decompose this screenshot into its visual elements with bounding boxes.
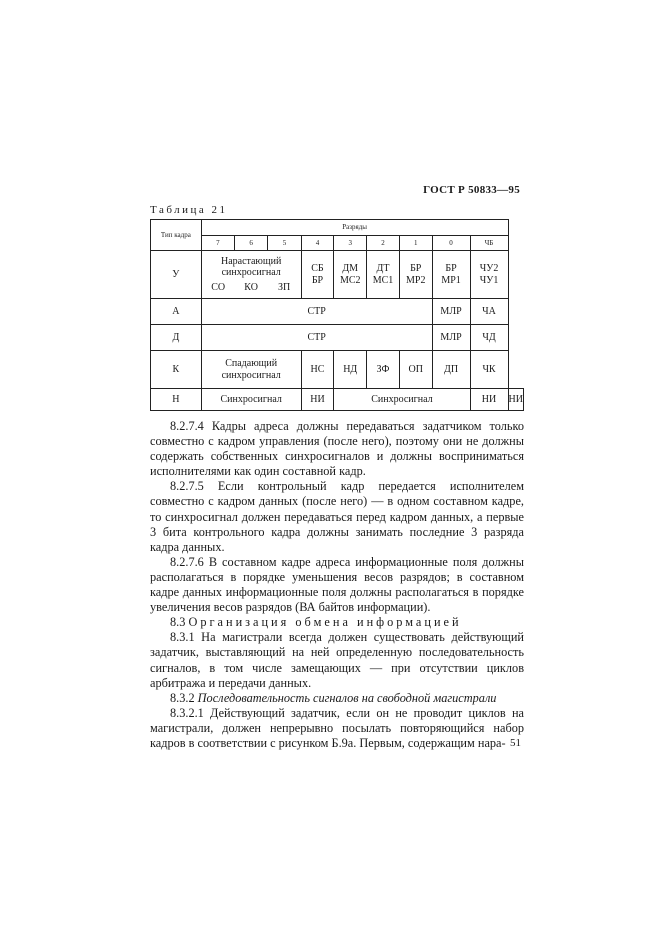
paragraph: 8.3.1 На магистрали всегда должен существовать действующий задатчик, выставляющий на ней определенную последовательность сигналов, в том числе замещающих — при отсутствии циклов арбитража и передачи данных. xyxy=(150,630,524,690)
paragraph: 8.3.2.1 Действующий задатчик, если он не проводит циклов на магистрали, должен непрерывно посылать повторяющийся набор кадров в соответствии с рисунком Б.9а. Первым, содержащим нара- xyxy=(150,705,524,750)
bit-value: ЗФ xyxy=(367,351,400,389)
bit-header: 1 xyxy=(399,236,432,251)
page-number: 51 xyxy=(510,737,521,749)
subsection-title: Последовательность сигналов на свободной магистрали xyxy=(197,690,497,705)
bit-header: 2 xyxy=(367,236,400,251)
paragraph: 8.2.7.6 В составном кадре адреса информационные поля должны располагаться в порядке уменьшения весов разрядов; в составном кадре данных информационные поля должны располагаться в порядке увеличения весов разрядов (ВА байтов информации). xyxy=(150,554,524,615)
bit-value: ДМ МС2 xyxy=(334,251,367,299)
table-row xyxy=(151,389,524,411)
bit-value: НИ xyxy=(470,389,508,411)
bit-header: 4 xyxy=(301,236,334,251)
table-row xyxy=(151,325,524,351)
bit-header: 0 xyxy=(432,236,470,251)
standard-header: ГОСТ Р 50833—95 xyxy=(423,184,520,196)
table-row xyxy=(151,351,524,389)
frame-type-cell: У xyxy=(151,251,202,299)
header-frame-type: Тип кадра xyxy=(151,220,202,251)
section-number: 8.3 xyxy=(170,615,186,630)
paragraph: 8.2.7.5 Если контрольный кадр передается исполнителем совместно с кадром данных (после него) — в одном составном кадре, то синхросигнал должен передаваться перед кадром данных, а первые 3 бита контрольного кадра должны занимать последние 3 разряда кадра данных. xyxy=(150,479,524,554)
frame-type-cell: А xyxy=(151,299,202,325)
bit-value: ОП xyxy=(399,351,432,389)
bit-value: СБ БР xyxy=(301,251,334,299)
bit-value: СО xyxy=(211,281,226,293)
bit-header: ЧБ xyxy=(470,236,508,251)
rising-sync-label: Нарастающий синхросигнал xyxy=(220,255,282,279)
subsection-heading xyxy=(150,691,524,706)
frame-type-cell: К xyxy=(151,351,202,389)
span-value: СТР xyxy=(201,299,432,325)
frame-type-cell: Н xyxy=(151,389,202,411)
header-bits: Разряды xyxy=(201,220,508,236)
frame-type-cell: Д xyxy=(151,325,202,351)
span-value: СТР xyxy=(201,325,432,351)
parity-value: ЧУ2 ЧУ1 xyxy=(470,251,508,299)
subsection-number: 8.3.2 xyxy=(170,690,195,705)
bit-value: БР МР1 xyxy=(432,251,470,299)
body-text xyxy=(150,419,524,751)
bit-value: НС xyxy=(301,351,334,389)
bit-header: 6 xyxy=(235,236,268,251)
falling-sync-group: Спадающий синхросигнал xyxy=(201,351,301,389)
parity-value: ЧК xyxy=(470,351,508,389)
bit-value: МЛР xyxy=(432,299,470,325)
bit-value: ДП xyxy=(432,351,470,389)
parity-value: ЧД xyxy=(470,325,508,351)
table-row xyxy=(151,299,524,325)
table-title: Таблица 21 xyxy=(150,204,228,216)
section-title: Организация обмена информацией xyxy=(188,615,462,630)
parity-value: НИ xyxy=(508,389,523,411)
frame-bit-table xyxy=(150,219,524,411)
bit-header: 5 xyxy=(268,236,301,251)
bit-header: 3 xyxy=(334,236,367,251)
bit-header: 7 xyxy=(201,236,234,251)
bit-value: МЛР xyxy=(432,325,470,351)
table-row xyxy=(151,251,524,299)
bit-value: НИ xyxy=(301,389,334,411)
sync-span: Синхросигнал xyxy=(334,389,470,411)
paragraph: 8.2.7.4 Кадры адреса должны передаваться задатчиком только совместно с кадром управления (после него), поэтому они не должны содержать собственных синхросигналов и должны восприниматься исполнителями как один составной кадр. xyxy=(150,419,524,479)
parity-value: ЧА xyxy=(470,299,508,325)
bit-value: КО xyxy=(244,281,258,293)
section-heading xyxy=(150,615,524,630)
sync-span: Синхросигнал xyxy=(201,389,301,411)
bit-value: ДТ МС1 xyxy=(367,251,400,299)
bit-value: ЗП xyxy=(277,281,291,293)
rising-sync-group xyxy=(201,251,301,299)
bit-value: НД xyxy=(334,351,367,389)
bit-value: БР МР2 xyxy=(399,251,432,299)
